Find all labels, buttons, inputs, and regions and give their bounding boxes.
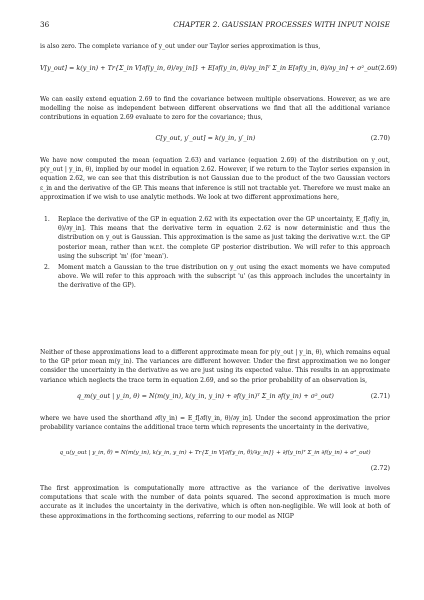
chapter-title: CHAPTER 2. GAUSSIAN PROCESSES WITH INPUT NOISE <box>173 20 390 29</box>
equation-2-72 <box>40 450 390 456</box>
equation-body: V[y_out] = k(y_in) + Tr{Σ_in V[∂f(y_in, θ)/∂y_in]} + E[∂f(y_in, θ)/∂y_in]ᵀ Σ_in E[∂f(y_in, θ)/∂y_in] + σ²_out <box>40 64 378 72</box>
equation-number: (2.70) <box>370 134 390 142</box>
paragraph-5: where we have used the shorthand ∂f(y_in) = E_f[∂f(y_in, θ)/∂y_in]. Under the second approximation the prior probability variance contains the additional trace term which represents the uncertainty in the derivative, <box>40 415 390 432</box>
equation-number: (2.72) <box>370 464 390 472</box>
list-item <box>44 263 390 291</box>
equation-number: (2.71) <box>370 392 390 400</box>
equation-2-71 <box>40 392 390 400</box>
paragraph-6: The first approximation is computationally more attractive as the variance of the derivative involves computations that scale with the number of data points squared. The second approximation is much more accurate as it includes the uncertainty in the derivative, which is often non-negligible. We will look at both of these approximations in the forthcoming sections, referring to our model as NIGP <box>40 485 390 520</box>
equation-2-70 <box>40 134 390 142</box>
equation-body: q_m(y_out | y_in, θ) = N(m(y_in), k(y_in, y_in) + ∂f(y_in)ᵀ Σ_in ∂f(y_in) + σ²_out) <box>76 392 334 400</box>
list-text: Moment match a Gaussian to the true distribution on y_out using the exact moments we have computed above. We will refer to this approach with the subscript 'u' (as this approach includes the uncertainty in the derivative of the GP). <box>58 264 390 290</box>
equation-body: C[y_out, y′_out] = k(y_in, y′_in) <box>155 134 256 142</box>
list-text: Replace the derivative of the GP in equation 2.62 with its expectation over the GP uncertainty, E_f[∂f(y_in, θ)/∂y_in]. This means that the derivative term in equation 2.62 is now deterministic and thus the distribution on y_out is Gaussian. This approximation is the same as just taking the derivative w.r.t. the GP posterior mean, rather than w.r.t. the complete GP posterior distribution. We will refer to this approach using the subscript 'm' (for 'mean'). <box>58 216 390 260</box>
paragraph-1: is also zero. The complete variance of y_out under our Taylor series approximation is thus, <box>40 43 321 50</box>
equation-body: q_u(y_out | y_in, θ) = N(m(y_in), k(y_in, y_in) + Tr{Σ_in V[∂f(y_in, θ)/∂y_in]} + ∂f(y_in)ᵀ Σ_in ∂f(y_in) + σ²_out) <box>59 450 371 456</box>
paragraph-3: We have now computed the mean (equation 2.63) and variance (equation 2.69) of the distribution on y_out, p(y_out | y_in, θ), implied by our model in equation 2.62. However, if we return to the Taylor series expansion in equation 2.62, we can see that this distribution is not Gaussian due to the product of the two Gaussian vectors ε_in and the derivative of the GP. This means that inference is still not tractable yet. Therefore we must make an approximation if we wish to use analytic methods. We look at two different approximations here, <box>40 157 390 201</box>
list-number: 2. <box>44 264 50 272</box>
list-item <box>44 215 390 261</box>
list-number: 1. <box>44 216 50 223</box>
page-number: 36 <box>40 20 50 29</box>
paragraph-2: We can easily extend equation 2.69 to find the covariance between multiple observations. However, as we are modelling the noise as independent between different observations we find that all the additional variance contributions in equation 2.69 evaluate to zero for the covariance; thus, <box>40 96 390 122</box>
equation-number: (2.69) <box>377 64 398 72</box>
equation-2-69 <box>40 64 398 72</box>
approximation-list <box>44 215 390 293</box>
paragraph-4: Neither of these approximations lead to a different approximate mean for p(y_out | y_in, θ), which remains equal to the GP prior mean m(y_in). The variances are different however. Under the first approximation we no longer consider the uncertainty in the derivative as we are just using its expected value. This results in an approximate variance which neglects the trace term in equation 2.69, and so the prior probability of an observation is, <box>40 349 390 384</box>
